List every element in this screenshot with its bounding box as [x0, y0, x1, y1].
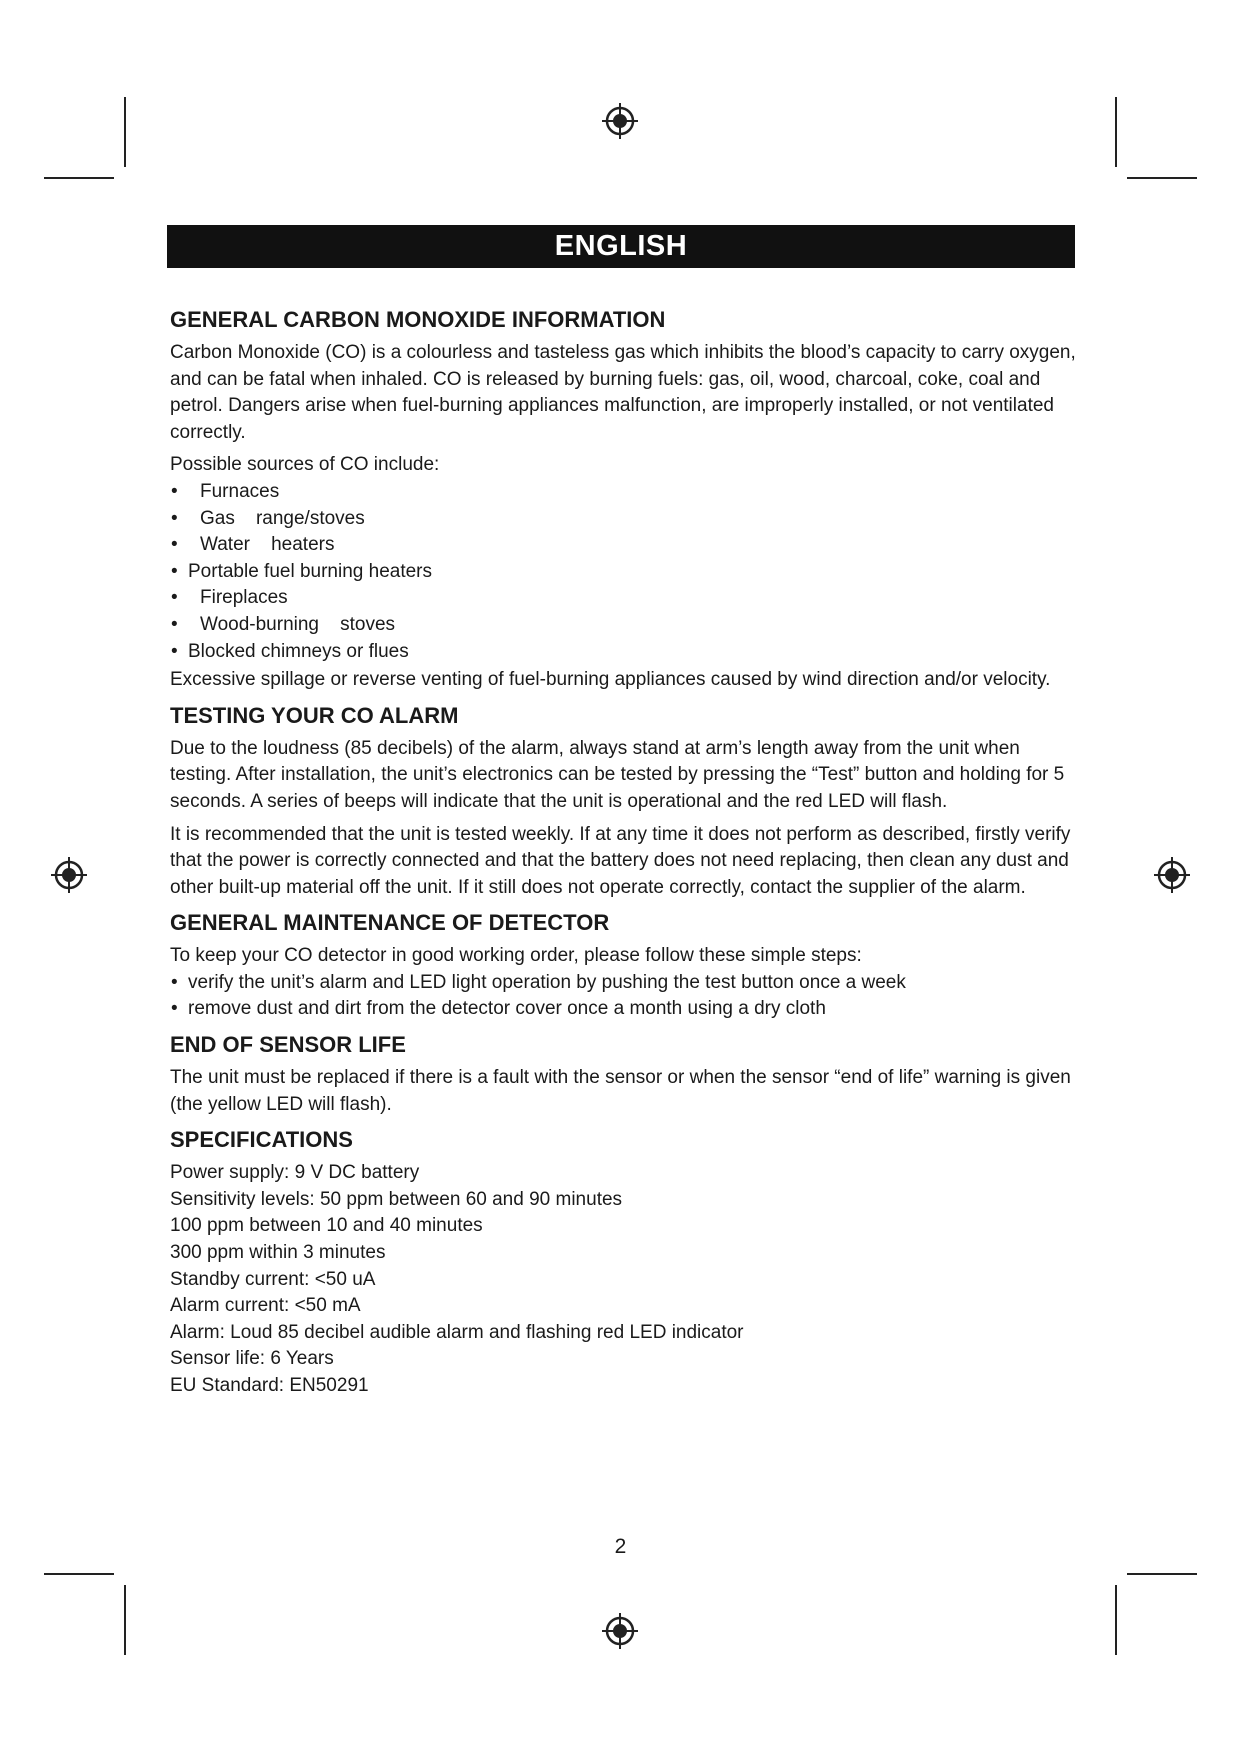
section-heading-sensor: END OF SENSOR LIFE: [170, 1032, 406, 1058]
registration-mark-right-icon: [1152, 855, 1192, 895]
spec-standby-current: Standby current: <50 uA: [170, 1268, 376, 1290]
spec-sensor-life: Sensor life: 6 Years: [170, 1348, 334, 1370]
crop-mark-top-left-v: [124, 97, 126, 167]
language-banner: ENGLISH: [167, 225, 1075, 268]
spec-alarm: Alarm: Loud 85 decibel audible alarm and flashing red LED indicator: [170, 1321, 744, 1343]
registration-mark-top-icon: [600, 101, 640, 141]
list-item: • Wood-burning stoves: [170, 612, 1080, 639]
maintenance-intro: To keep your CO detector in good working order, please follow these simple steps:: [170, 945, 862, 967]
list-item: • Fireplaces: [170, 585, 1080, 612]
spec-sensitivity-2: 100 ppm between 10 and 40 minutes: [170, 1215, 483, 1237]
section-heading-general: GENERAL CARBON MONOXIDE INFORMATION: [170, 307, 666, 332]
crop-mark-top-right-v: [1115, 97, 1117, 167]
spec-sensitivity-1: Sensitivity levels: 50 ppm between 60 and 90 minutes: [170, 1188, 623, 1210]
section-heading-maintenance: GENERAL MAINTENANCE OF DETECTOR: [170, 910, 610, 936]
section-heading-specs: SPECIFICATIONS: [170, 1127, 353, 1153]
spec-alarm-current: Alarm current: <50 mA: [170, 1295, 361, 1317]
list-item: • Portable fuel burning heaters: [170, 559, 1080, 586]
testing-paragraph-2: It is recommended that the unit is tested weekly. If at any time it does not perform as described, firstly verify that the power is correctly connected and that the battery does not need replacing, then clean any dust and other built-up material off the unit. If it still does not operate correctly, contact the supplier of the alarm.: [170, 823, 1071, 898]
spec-eu-standard: EU Standard: EN50291: [170, 1375, 369, 1396]
list-item: • verify the unit’s alarm and LED light operation by pushing the test button once a week: [170, 970, 1080, 997]
spec-sensitivity-3: 300 ppm within 3 minutes: [170, 1242, 386, 1264]
manual-content: [170, 306, 1080, 1400]
list-item: • Water heaters: [170, 532, 1080, 559]
list-item: • Gas range/stoves: [170, 506, 1080, 533]
sources-list: [170, 479, 1080, 665]
registration-mark-bottom-icon: [600, 1611, 640, 1651]
crop-mark-top-left-h: [44, 177, 114, 179]
maintenance-steps-list: [170, 970, 1080, 1023]
registration-mark-left-icon: [49, 855, 89, 895]
section-heading-testing: TESTING YOUR CO ALARM: [170, 702, 459, 728]
general-outro: Excessive spillage or reverse venting of fuel-burning appliances caused by wind direction and/or velocity.: [170, 669, 1051, 691]
spec-power: Power supply: 9 V DC battery: [170, 1162, 420, 1184]
general-intro: Carbon Monoxide (CO) is a colourless and tasteless gas which inhibits the blood’s capacity to carry oxygen, and can be fatal when inhaled. CO is released by burning fuels: gas, oil, wood, charcoal, coke, coal and petrol. Dangers arise when fuel-burning appliances malfunction, are improperly installed, or not ventilated correctly.: [170, 342, 1076, 443]
page-number: 2: [614, 1535, 627, 1558]
testing-paragraph-1: Due to the loudness (85 decibels) of the alarm, always stand at arm’s length away from the unit when testing. After installation, the unit’s electronics can be tested by pressing the “Test” button and holding for 5 seconds. A series of beeps will indicate that the unit is operational and the red LED will flash.: [170, 737, 1065, 812]
crop-mark-bottom-left-h: [44, 1573, 114, 1575]
crop-mark-bottom-right-v: [1115, 1585, 1117, 1655]
sources-label: Possible sources of CO include:: [170, 454, 440, 476]
list-item: • remove dust and dirt from the detector cover once a month using a dry cloth: [170, 996, 1080, 1023]
crop-mark-top-right-h: [1127, 177, 1197, 179]
crop-mark-bottom-right-h: [1127, 1573, 1197, 1575]
crop-mark-bottom-left-v: [124, 1585, 126, 1655]
list-item: • Furnaces: [170, 479, 1080, 506]
list-item: • Blocked chimneys or flues: [170, 639, 1080, 666]
sensor-paragraph: The unit must be replaced if there is a fault with the sensor or when the sensor “end of life” warning is given (the yellow LED will flash).: [170, 1067, 1071, 1115]
